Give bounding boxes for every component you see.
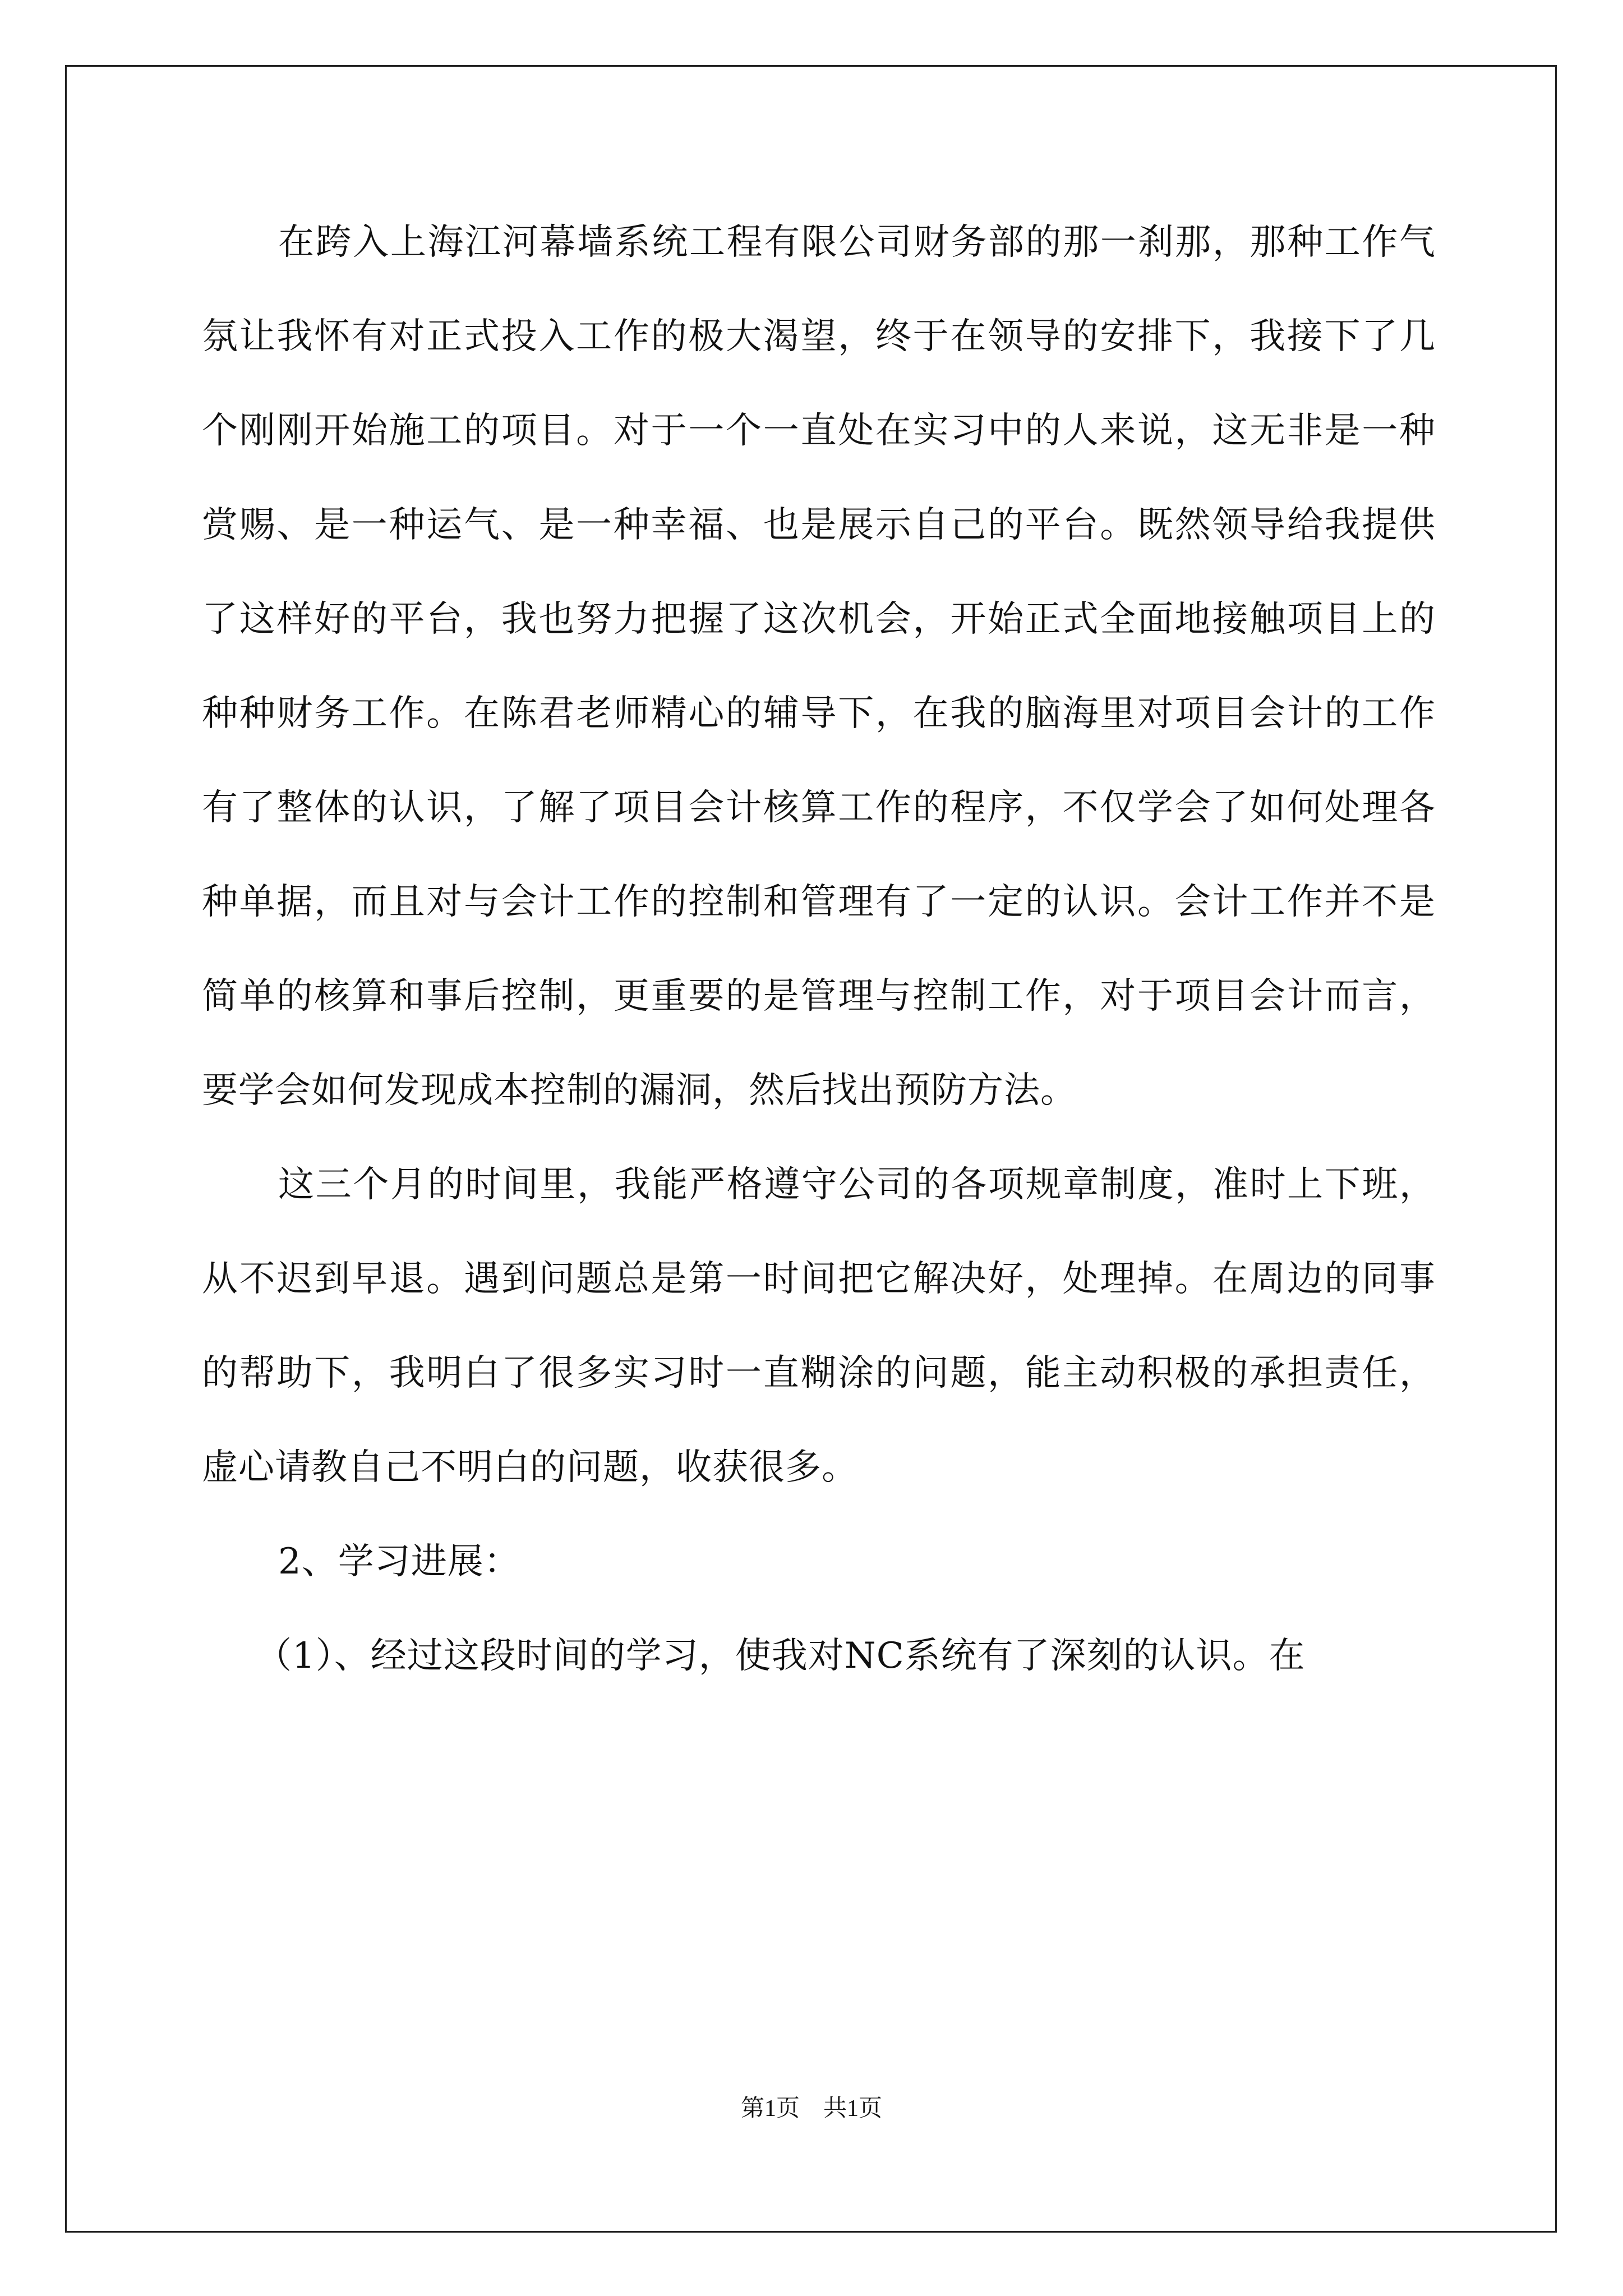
section-heading: 2、学习进展： [278,1541,520,1582]
paragraph-2: 这三个月的时间里，我能严格遵守公司的各项规章制度，准时上下班，从不迟到早退。遇到问题总是第一时间把它解决好，处理掉。在周边的同事的帮助下，我明白了很多实习时一直糊涂的问题，能主动积极的承担责任，虚心请教自己不明白的问题，收获很多。 [202,1164,1436,1488]
document-body [202,195,1436,1703]
paragraph-1: 在跨入上海江河幕墙系统工程有限公司财务部的那一刹那，那种工作气氛让我怀有对正式投入工作的极大渴望，终于在领导的安排下，我接下了几个刚刚开始施工的项目。对于一个一直处在实习中的人来说，这无非是一种赏赐、是一种运气、是一种幸福、也是展示自己的平台。既然领导给我提供了这样好的平台，我也努力把握了这次机会，开始正式全面地接触项目上的种种财务工作。在陈君老师精心的辅导下，在我的脑海里对项目会计的工作有了整体的认识，了解了项目会计核算工作的程序，不仅学会了如何处理各种单据，而且对与会计工作的控制和管理有了一定的认识。会计工作并不是简单的核算和事后控制，更重要的是管理与控制工作，对于项目会计而言，要学会如何发现成本控制的漏洞，然后找出预防方法。 [202,222,1436,1111]
subitem-1: （1）、经过这段时间的学习，使我对NC系统有了深刻的认识。在 [256,1635,1306,1677]
page-footer: 第1页 共1页 [740,2096,882,2122]
